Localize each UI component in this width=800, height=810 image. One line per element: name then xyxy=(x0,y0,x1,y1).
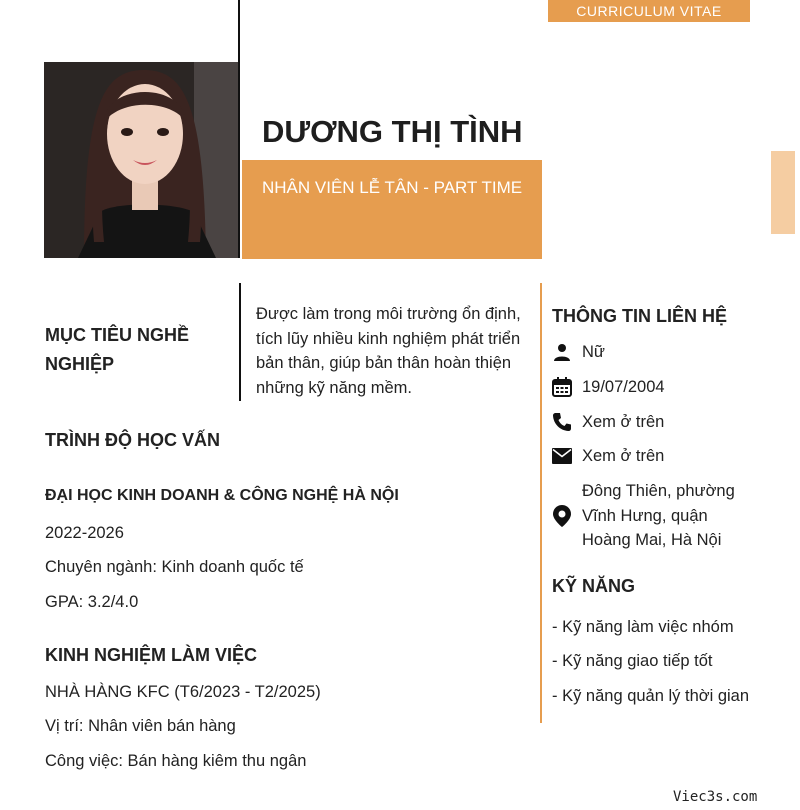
contact-email xyxy=(551,444,664,469)
education-years: 2022-2026 xyxy=(45,524,124,542)
contact-email-text: Xem ở trên xyxy=(582,447,665,465)
objective-divider xyxy=(239,283,241,401)
experience-duties: Công việc: Bán hàng kiêm thu ngân xyxy=(45,752,307,770)
skill-item: - Kỹ năng quản lý thời gian xyxy=(552,687,750,705)
contact-address xyxy=(551,479,752,553)
phone-icon xyxy=(551,411,573,433)
location-pin-icon xyxy=(551,505,573,527)
calendar-icon xyxy=(551,376,573,398)
contact-phone xyxy=(551,410,664,435)
education-gpa: GPA: 3.2/4.0 xyxy=(45,593,139,611)
cv-label: CURRICULUM VITAE xyxy=(548,0,750,22)
contact-birthday xyxy=(551,375,665,400)
job-title: NHÂN VIÊN LỄ TÂN - PART TIME xyxy=(262,178,523,197)
header-divider xyxy=(238,0,240,258)
watermark: Viec3s.com xyxy=(673,789,758,805)
contact-phone-text: Xem ở trên xyxy=(582,413,665,431)
experience-position: Vị trí: Nhân viên bán hàng xyxy=(45,717,236,735)
job-title-banner xyxy=(242,160,542,259)
contact-gender-text: Nữ xyxy=(582,343,605,361)
candidate-name: DƯƠNG THỊ TÌNH xyxy=(262,114,523,149)
experience-company: NHÀ HÀNG KFC (T6/2023 - T2/2025) xyxy=(45,683,321,701)
contact-heading: THÔNG TIN LIÊN HỆ xyxy=(552,306,727,326)
experience-heading: KINH NGHIỆM LÀM VIỆC xyxy=(45,645,258,665)
right-column-divider xyxy=(540,283,542,723)
mail-icon xyxy=(551,445,573,467)
education-heading: TRÌNH ĐỘ HỌC VẤN xyxy=(45,430,220,450)
side-accent-tab xyxy=(771,151,795,234)
education-school: ĐẠI HỌC KINH DOANH & CÔNG NGHỆ HÀ NỘI xyxy=(45,487,399,504)
person-icon xyxy=(551,341,573,363)
skills-heading: KỸ NĂNG xyxy=(552,576,636,596)
skill-item: - Kỹ năng giao tiếp tốt xyxy=(552,652,713,670)
objective-text: Được làm trong môi trường ổn định, tích lũy nhiều kinh nghiệm phát triển bản thân, giúp bản thân hoàn thiện những kỹ năng mềm. xyxy=(256,305,521,397)
education-major: Chuyên ngành: Kinh doanh quốc tế xyxy=(45,558,304,576)
skill-item: - Kỹ năng làm việc nhóm xyxy=(552,618,734,636)
contact-birthday-text: 19/07/2004 xyxy=(582,378,665,396)
contact-address-text: Đông Thiên, phường Vĩnh Hưng, quận Hoàng Mai, Hà Nội xyxy=(582,482,735,549)
contact-gender xyxy=(551,340,605,365)
objective-heading: MỤC TIÊU NGHỀ NGHIỆP xyxy=(45,325,189,374)
profile-photo xyxy=(44,62,238,258)
